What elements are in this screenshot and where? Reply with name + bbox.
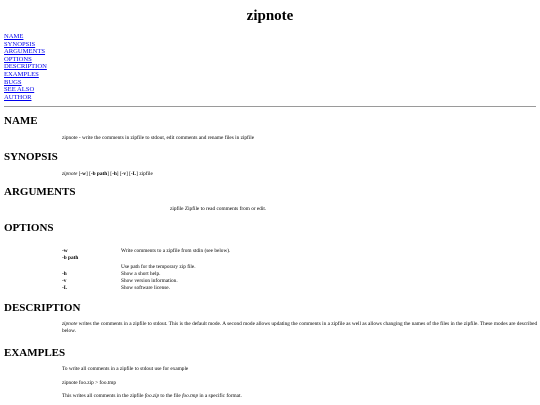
toc-link-examples[interactable]: EXAMPLES bbox=[4, 70, 39, 78]
synopsis-opt-b: -b path bbox=[90, 171, 108, 177]
synopsis-opt-h: -h bbox=[112, 171, 117, 177]
option-desc: Write comments to a zipfile from stdin (see below). bbox=[121, 248, 231, 254]
description-text: zipnote writes the comments in a zipfile to stdout. This is the default mode. A second mode allows updating the comments in a zipfile as well as allows changing the names of the files in the zipfile. These modes are described below. bbox=[62, 321, 538, 334]
section-heading-options: OPTIONS bbox=[4, 222, 54, 234]
arguments-text: zipfile Zipfile to read comments from or edit. bbox=[170, 206, 267, 212]
option-desc: Use path for the temporary zip file. bbox=[121, 264, 196, 270]
synopsis-opt-l: -L bbox=[130, 171, 137, 177]
toc-link-synopsis[interactable]: SYNOPSIS bbox=[4, 40, 36, 48]
table-of-contents bbox=[4, 33, 47, 101]
section-heading-description: DESCRIPTION bbox=[4, 302, 81, 314]
synopsis-command: zipnote bbox=[62, 171, 78, 177]
option-desc: Show a short help. bbox=[121, 271, 161, 277]
toc-item bbox=[4, 48, 47, 56]
toc-item bbox=[4, 41, 47, 49]
toc-item bbox=[4, 56, 47, 64]
toc-item bbox=[4, 86, 47, 94]
toc-link-description[interactable]: DESCRIPTION bbox=[4, 63, 47, 71]
description-command: zipnote bbox=[62, 321, 78, 327]
option-flag: -b path bbox=[62, 255, 79, 261]
toc-link-options[interactable]: OPTIONS bbox=[4, 55, 32, 63]
synopsis-text: zipnote [-w] [-b path] [-h] [-v] [-L] zipfile bbox=[62, 171, 153, 177]
section-heading-name: NAME bbox=[4, 115, 38, 127]
toc-link-name[interactable]: NAME bbox=[4, 33, 24, 40]
toc-item bbox=[4, 33, 47, 41]
toc-link-see-also[interactable]: SEE ALSO bbox=[4, 86, 35, 94]
section-heading-arguments: ARGUMENTS bbox=[4, 186, 76, 198]
toc-item bbox=[4, 63, 47, 71]
examples-line-1: To write all comments in a zipfile to stdout use for example bbox=[62, 366, 189, 372]
toc-item bbox=[4, 71, 47, 79]
name-text: zipnote - write the comments in zipfile to stdout, edit comments and rename files in zipfile bbox=[62, 135, 255, 141]
option-flag: -v bbox=[62, 278, 67, 284]
toc-item bbox=[4, 79, 47, 87]
option-desc: Show software license. bbox=[121, 285, 170, 291]
option-flag: -L bbox=[62, 285, 68, 291]
examples-command: zipnote foo.zip > foo.tmp bbox=[62, 380, 117, 386]
toc-link-bugs[interactable]: BUGS bbox=[4, 78, 22, 86]
section-heading-synopsis: SYNOPSIS bbox=[4, 151, 58, 163]
synopsis-opt-w: -w bbox=[80, 171, 86, 177]
toc-link-arguments[interactable]: ARGUMENTS bbox=[4, 48, 46, 56]
examples-line-3: This writes all comments in the zipfile foo.zip to the file foo.tmp in a specific format. bbox=[62, 393, 242, 399]
synopsis-opt-v: -v bbox=[121, 171, 127, 177]
section-heading-examples: EXAMPLES bbox=[4, 347, 66, 359]
toc-link-author[interactable]: AUTHOR bbox=[4, 93, 32, 101]
horizontal-rule bbox=[4, 106, 536, 107]
synopsis-arg: zipfile bbox=[139, 171, 153, 177]
option-flag: -h bbox=[62, 271, 67, 277]
option-flag: -w bbox=[62, 248, 68, 254]
toc-item bbox=[4, 94, 47, 102]
option-desc: Show version information. bbox=[121, 278, 178, 284]
page-title: zipnote bbox=[246, 8, 294, 24]
